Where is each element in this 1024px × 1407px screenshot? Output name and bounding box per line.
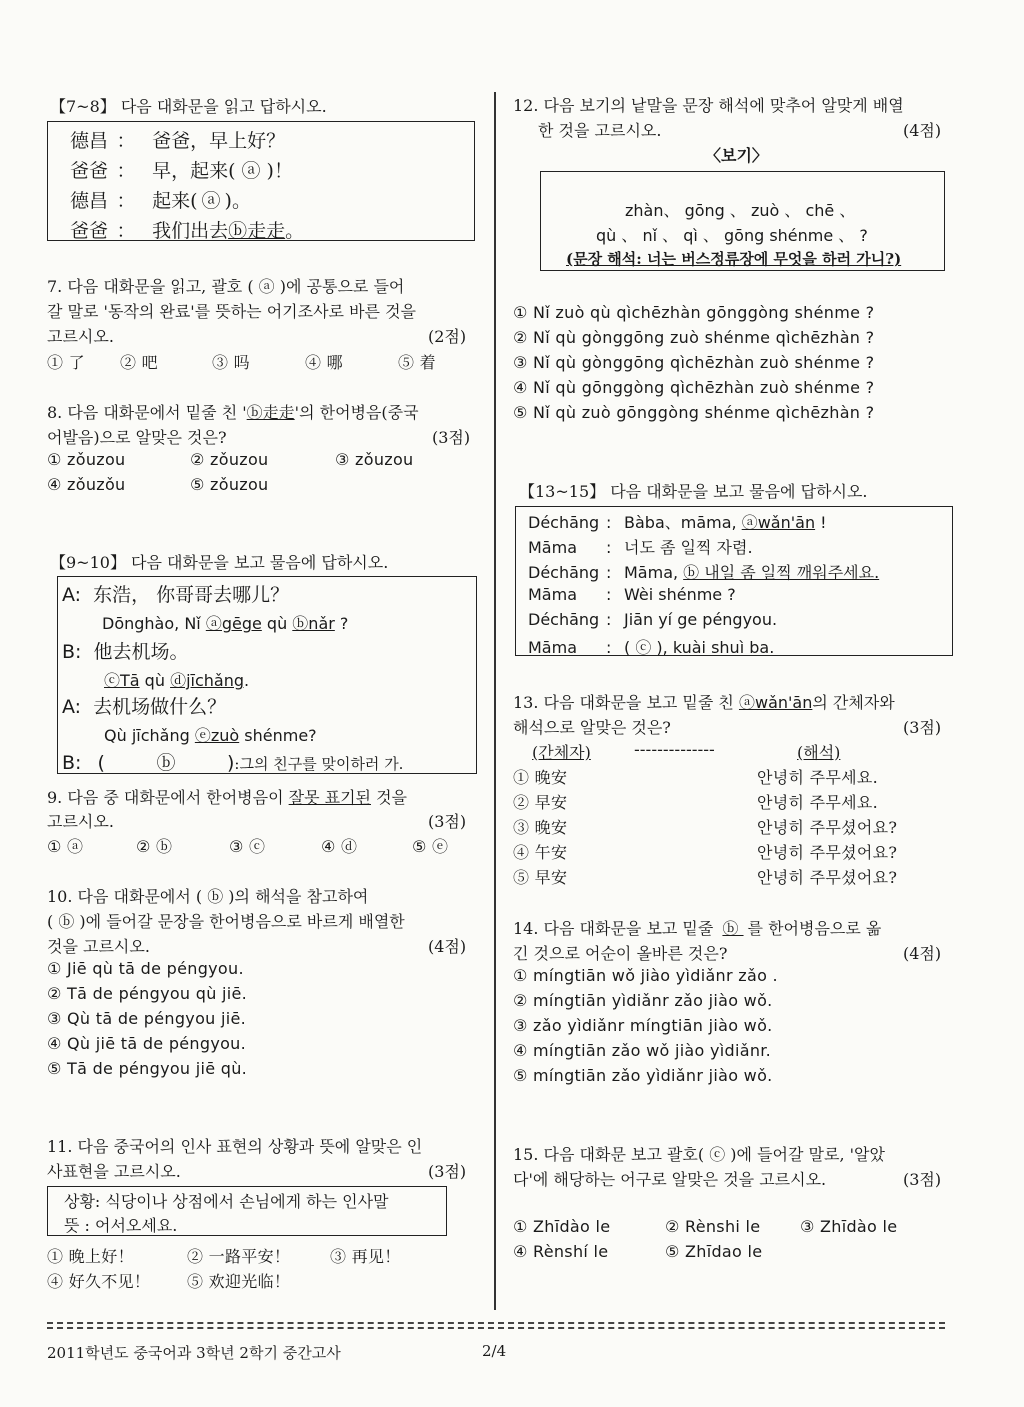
points: (4점) xyxy=(903,944,942,963)
option[interactable]: ① Zhīdào le xyxy=(513,1217,611,1236)
speaker: 爸爸 xyxy=(70,220,109,242)
dialog-line: Māma : 너도 좀 일찍 자렴. xyxy=(528,538,753,557)
dialog-line: Déchāng : Māma, ⓑ 내일 좀 일찍 깨워주세요. xyxy=(528,563,880,582)
points: (3점) xyxy=(903,1170,942,1189)
option[interactable]: ⑤ Tā de péngyou jiē qù. xyxy=(47,1059,248,1078)
option-meaning: 안녕히 주무셨어요? xyxy=(757,868,898,887)
option[interactable]: ③ 晚安 xyxy=(513,818,568,837)
option[interactable]: ④ Rènshí le xyxy=(513,1242,609,1261)
option[interactable]: ① Nǐ zuò qù qìchēzhàn gōnggòng shénme ? xyxy=(513,303,875,322)
option[interactable]: ③ zǎo yìdiǎnr míngtiān jiào wǒ. xyxy=(513,1016,773,1035)
points: (3점) xyxy=(428,1162,467,1181)
option[interactable]: ⑤ ⓔ xyxy=(412,837,449,856)
option[interactable]: ③ Qù tā de péngyou jiē. xyxy=(47,1009,247,1028)
column-divider xyxy=(494,92,496,1310)
dialog-line: Māma : ( ⓒ ), kuài shuì ba. xyxy=(528,638,775,657)
option[interactable]: ④ 哪 xyxy=(305,353,343,372)
option-meaning: 안녕히 주무셨어요? xyxy=(757,843,898,862)
option-meaning: 안녕히 주무세요. xyxy=(757,768,879,787)
option[interactable]: ⑤ Nǐ qù zuò gōnggòng shénme qìchēzhàn ? xyxy=(513,403,875,422)
option[interactable]: ① 了 xyxy=(47,353,85,372)
option[interactable]: ③ ⓒ xyxy=(229,837,266,856)
option[interactable]: ③ zǒuzou xyxy=(335,450,414,469)
option[interactable]: ① zǒuzou xyxy=(47,450,126,469)
option[interactable]: ② 一路平安！ xyxy=(187,1247,291,1266)
option[interactable]: ② 吧 xyxy=(120,353,158,372)
option[interactable]: ⑤ míngtiān zǎo yìdiǎnr jiào wǒ. xyxy=(513,1066,773,1085)
dialog-line: Māma : Wèi shénme ? xyxy=(528,585,736,604)
dialog-line: 德昌 ： 起来( ⓐ )。 xyxy=(70,190,251,212)
points: (4점) xyxy=(903,121,942,140)
dialog-line: 爸爸 ： 早，起来( ⓐ )！ xyxy=(70,160,293,182)
points: (3점) xyxy=(903,718,942,737)
option[interactable]: ④ míngtiān zǎo wǒ jiào yìdiǎnr. xyxy=(513,1041,772,1060)
section-header-7-8: 【7~8】 다음 대화문을 읽고 답하시오. xyxy=(50,97,327,116)
option[interactable]: ④ Qù jiē tā de péngyou. xyxy=(47,1034,247,1053)
points: (4점) xyxy=(428,937,467,956)
option[interactable]: ① 晚上好！ xyxy=(47,1247,134,1266)
bogi-title: 〈보기〉 xyxy=(705,146,768,165)
option[interactable]: ① 晚安 xyxy=(513,768,568,787)
option[interactable]: ③ Zhīdào le xyxy=(800,1217,898,1236)
option[interactable]: ③ Nǐ qù gònggōng qìchēzhàn zuò shénme ? xyxy=(513,353,875,372)
section-header-13-15: 【13~15】 다음 대화문을 보고 물음에 답하시오. xyxy=(519,482,868,501)
option[interactable]: ③ 再见！ xyxy=(330,1247,401,1266)
footer-rule xyxy=(47,1327,945,1329)
option[interactable]: ④ 好久不见！ xyxy=(47,1272,151,1291)
option[interactable]: ⑤ 欢迎光临！ xyxy=(187,1272,291,1291)
option[interactable]: ④ ⓓ xyxy=(321,837,358,856)
option[interactable]: ⑤ zǒuzou xyxy=(190,475,269,494)
dialog-line: 爸爸 ： 我们出去ⓑ走走。 xyxy=(70,220,305,242)
speaker: 德昌 xyxy=(70,190,109,212)
section-header-9-10: 【9~10】 다음 대화문을 보고 물음에 답하시오. xyxy=(50,553,389,572)
page-number: 2/4 xyxy=(482,1342,507,1360)
option-meaning: 안녕히 주무세요. xyxy=(757,793,879,812)
option[interactable]: ① míngtiān wǒ jiào yìdiǎnr zǎo . xyxy=(513,966,778,985)
option[interactable]: ④ zǒuzǒu xyxy=(47,475,126,494)
option[interactable]: ② Nǐ qù gònggōng zuò shénme qìchēzhàn ? xyxy=(513,328,875,347)
dialog-line: 德昌 ： 爸爸，早上好？ xyxy=(70,130,286,152)
points: (2점) xyxy=(428,327,467,346)
points: (3점) xyxy=(432,428,471,447)
dialog-line: Déchāng : Bàba、māma, ⓐwǎn'ān ! xyxy=(528,513,827,532)
option[interactable]: ② ⓑ xyxy=(136,837,173,856)
option[interactable]: ① Jiē qù tā de péngyou. xyxy=(47,959,244,978)
option[interactable]: ⑤ 着 xyxy=(398,353,436,372)
option-meaning: 안녕히 주무셨어요? xyxy=(757,818,898,837)
option[interactable]: ③ 吗 xyxy=(212,353,250,372)
option[interactable]: ① ⓐ xyxy=(47,837,84,856)
option[interactable]: ② Tā de péngyou qù jiē. xyxy=(47,984,248,1003)
option[interactable]: ④ 午安 xyxy=(513,843,568,862)
option[interactable]: ⑤ 早安 xyxy=(513,868,568,887)
dialog-line: Déchāng : Jiān yí ge péngyou. xyxy=(528,610,778,629)
points: (3점) xyxy=(428,812,467,831)
option[interactable]: ⑤ Zhīdao le xyxy=(665,1242,763,1261)
option[interactable]: ② 早安 xyxy=(513,793,568,812)
footer-rule xyxy=(47,1322,945,1324)
speaker: 爸爸 xyxy=(70,160,109,182)
option[interactable]: ② zǒuzou xyxy=(190,450,269,469)
option[interactable]: ② Rènshi le xyxy=(665,1217,761,1236)
option[interactable]: ② míngtiān yìdiǎnr zǎo jiào wǒ. xyxy=(513,991,773,1010)
option[interactable]: ④ Nǐ qù gōnggòng qìchēzhàn zuò shénme ? xyxy=(513,378,875,397)
footer-title: 2011학년도 중국어과 3학년 2학기 중간고사 xyxy=(47,1344,341,1362)
speaker: 德昌 xyxy=(70,130,109,152)
